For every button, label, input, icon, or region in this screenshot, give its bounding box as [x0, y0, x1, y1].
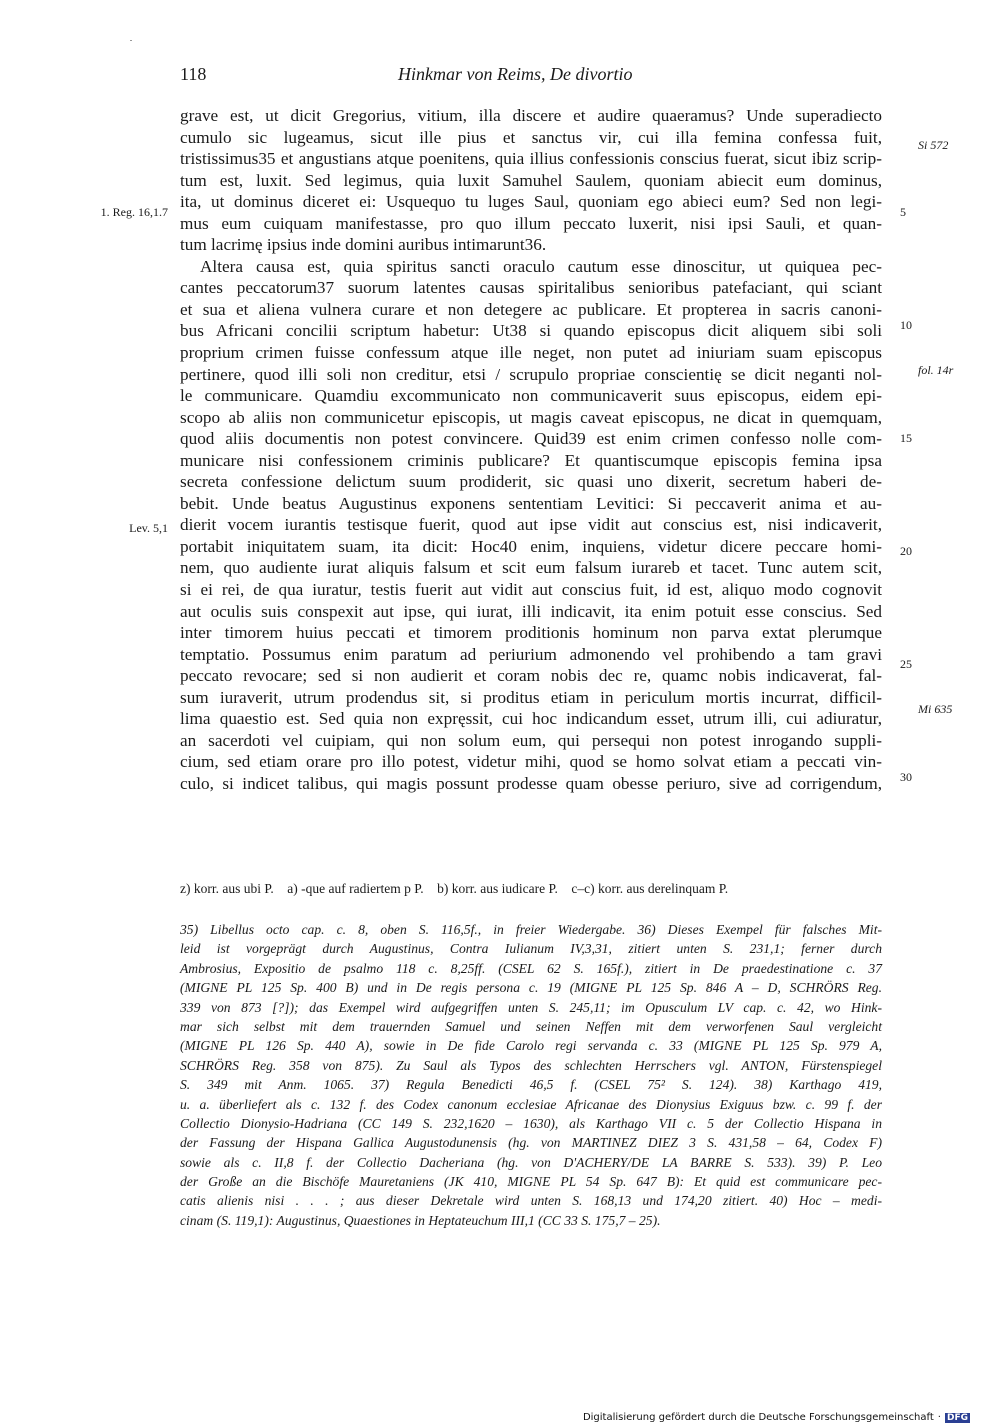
scan-speck: [130, 40, 132, 41]
margin-note-right: fol. 14r: [918, 363, 954, 377]
footnote-line: mar sich selbst mit dem trauernden Samuel und seinen Neffen mit dem verworfenen Saul vergleicht: [180, 1018, 882, 1034]
funding-footer: [583, 1412, 970, 1423]
footnote-line: (MIGNE PL 125 Sp. 400 B) und in De regis persona c. 19 (MIGNE PL 125 Sp. 846 A – D, SCHRÖRS Reg.: [180, 980, 882, 996]
footnote-line: der Fassung der Hispana Gallica Augustodunensis (hg. von MARTINEZ DIEZ 3 S. 431,58 – 64, Codex F): [180, 1135, 882, 1151]
text-line: lima quaestio est. Sed quia non expręssit, cui hoc indicandum esset, utrum illi, cui adiuratur,: [180, 709, 882, 729]
footnote-line: sowie als c. II,8 f. der Collectio Dacheriana (hg. von D'ACHERY/DE LA BARRE S. 533). 39) P. Leo: [180, 1154, 882, 1170]
text-line: scopo ab aliis non communicetur episcopis, ut magis caveat episcopus, ne dicat in quemquam,: [180, 407, 882, 427]
footnote-line: leid ist vorgeprägt durch Augustinus, Contra Iulianum IV,3,31, zitiert unten S. 231,1; ferner durch: [180, 941, 882, 957]
margin-note-left: 1. Reg. 16,1.7: [100, 205, 168, 219]
text-line: aut oculis suis conspexit aut ipse, qui iurat, illi indicavit, ita enim potuit esse conscius. Sed: [180, 601, 882, 621]
text-line: municare nisi confessionem criminis publicare? Et quantiscumque episcopis femina ipsa: [180, 450, 882, 470]
line-number: 15: [900, 431, 912, 445]
margin-note-right: Si 572: [918, 138, 949, 152]
text-line: mus eum cuiquam manifestasse, pro quo illum peccato luxerit, nisi ipsi Sauli, et quan-: [180, 213, 882, 233]
margin-note-left: Lev. 5,1: [129, 521, 168, 535]
line-number: 25: [900, 657, 912, 671]
critical-apparatus: [180, 879, 882, 899]
text-line: si ei rei, de qua iuratur, testis fuerit aut vidit aut conscius fuit, id est, aliquo modo cognovit: [180, 580, 882, 600]
footnote-line: Collectio Dionysio-Hadriana (CC 149 S. 232,1620 – 1630), als Karthago VII c. 5 der Collectio Hispana in: [180, 1115, 882, 1131]
text-line: ita, ut dominus diceret ei: Usquequo tu luges Saul, quoniam ego abieci eum? Sed non legi-: [180, 192, 882, 212]
text-line: proprium crimen fuisse confessum atque ille neget, non putet ad iniuriam suam episcopus: [180, 343, 882, 363]
main-text: [180, 105, 882, 795]
line-number: 10: [900, 318, 912, 332]
text-line: peccato revocare; sed si non audierit et coram nobis dec re, quamc nobis indicaverat, fal-: [180, 666, 882, 686]
footnote-line: cinam (S. 119,1): Augustinus, Quaestiones in Heptateuchum III,1 (CC 33 S. 175,7 – 25).: [180, 1212, 661, 1228]
margin-note-right: Mi 635: [918, 702, 953, 716]
apparatus-line: z) korr. aus ubi P. a) -que auf radiertem p P. b) korr. aus iudicare P. c–c) korr. aus derelinquam P.: [180, 881, 729, 896]
text-line: nem, quo audiente iurat aliquis falsum et scit eum falsum iurareb et tacet. Tunc autem scit,: [180, 558, 882, 578]
line-number: 20: [900, 544, 912, 558]
text-line: tum lacrimę ipsius inde domini auribus intimarunt36.: [180, 235, 547, 255]
text-line: cantes peccatorum37 suorum latentes causas spiritalibus senioribus patefaciant, qui sciant: [180, 278, 882, 298]
footnote-line: 35) Libellus octo cap. c. 8, oben S. 116,5f., in freier Wiedergabe. 36) Dieses Exempel für falsches Mit-: [180, 922, 882, 937]
footnote-line: SCHRÖRS Reg. 358 von 875). Zu Saul als Typos des schlechten Herrschers vgl. ANTON, Fürstenspiegel: [180, 1057, 882, 1073]
footnote-line: 339 von 873 [?]); das Exempel wird aufgegriffen unten S. 245,11; im Opusculum LV cap. c. 42, wo Hink-: [180, 999, 882, 1015]
line-number: 5: [900, 205, 906, 219]
text-line: sum iuraverit, utrum prodendus sit, si proditus etiam in periculum mortis incurrat, difficil-: [180, 687, 882, 707]
page-number: 118: [180, 64, 207, 84]
footnote-line: der Große an die Bischöfe Mauretaniens (JK 410, MIGNE PL 54 Sp. 647 B): Et quid est communicare pec-: [180, 1174, 882, 1190]
text-line: pertinere, quod illi soli non creditur, etsi / scrupulo propriae conscientię se dicit neganti nol-: [180, 364, 882, 384]
line-number: 30: [900, 770, 912, 784]
text-line: an sacerdoti vel cuipiam, qui non solum eum, qui persequi non potest inrogando suppli-: [180, 730, 882, 750]
page-header: [180, 64, 880, 90]
text-line: portabit iniquitatem suam, ita dicit: Hoc40 enim, inquiens, videtur dicere peccare homi-: [180, 536, 882, 556]
text-line: secreta confessione delictum suum prodiderit, sic quasi uno dixerit, secretum haberi de-: [180, 472, 882, 492]
text-line: dierit vocem iurantis testisque fuerit, quod aut ipse vidit aut conscius est, nisi indicaverit,: [180, 515, 882, 535]
text-line: cium, sed etiam orare pro illo potest, videtur mihi, quod se homo solvat etiam a peccati vin-: [180, 752, 882, 772]
footnote-line: Ambrosius, Expositio de psalmo 118 c. 8,25ff. (CSEL 62 S. 165f.), zitiert in De praedestinatione c. 37: [180, 960, 882, 976]
text-line: quod aliis documentis non potest convincere. Quid39 est enim crimen confesso nolle com-: [180, 429, 882, 449]
text-line: cumulo sic lugeamus, sicut ille pius et sanctus vir, cui illa femina confessa fuit,: [180, 127, 882, 147]
text-line: bebit. Unde beatus Augustinus exponens sententiam Levitici: Si peccaverit anima et au-: [180, 493, 882, 513]
text-line: grave est, ut dicit Gregorius, vitium, illa discere et audire quaeramus? Unde superadiecto: [180, 106, 882, 125]
footnote-line: catis alienis nisi . . . ; aus dieser Dekretale wird unten S. 168,13 und 174,20 zitiert. 40) Hoc – medi-: [180, 1193, 882, 1209]
footer-text: Digitalisierung gefördert durch die Deutsche Forschungsgemeinschaft: [582, 1412, 934, 1423]
text-line: temptatio. Possumus enim paratum ad periurium admonendo vel prohibendo a tam gravi: [180, 644, 882, 664]
dfg-logo-icon: DFG: [946, 1412, 968, 1423]
text-line: tum est, luxit. Sed legimus, quia luxit Samuhel Saulem, quoniam abiecit eum dominus,: [180, 170, 882, 190]
text-line: et sua et aliena vulnera curare et non detegere ac publicare. Et propterea in sacris canoni-: [180, 299, 882, 319]
footnotes: [180, 920, 882, 1230]
text-line: tristissimus35 et angustians atque poenitens, quia illius confessionis conscius fuerat, sicut ibiz scrip-: [180, 149, 882, 169]
text-line: bus Africani concilii scriptum habetur: Ut38 si quando episcopus dicit aliquem sibi soli: [180, 321, 882, 341]
running-title: Hinkmar von Reims, De divortio: [398, 64, 633, 84]
footnote-line: u. a. überliefert als c. 132 f. des Codex canonum ecclesiae Africanae des Dionysius Exiguus bzw. c. 99 f. der: [180, 1096, 882, 1112]
footnote-line: S. 349 mit Anm. 1065. 37) Regula Benedicti 46,5 f. (CSEL 75² S. 124). 38) Karthago 419,: [180, 1077, 882, 1093]
text-line: inter timorem huius peccati et timorem proditionis hominum non parva extat plerumque: [180, 623, 882, 643]
text-line: le communicare. Quamdiu excommunicato non communicaverit suus episcopus, eidem epi-: [180, 386, 882, 406]
text-line: Altera causa est, quia spiritus sancti oraculo cautum esse dinoscitur, ut quiquea pec-: [200, 256, 882, 276]
text-line: culo, si indicet talibus, qui magis possunt prodesse quam obesse periuro, sive ad corrigendum,: [180, 773, 882, 793]
footnote-line: (MIGNE PL 126 Sp. 440 A), sowie in De fide Carolo regi servanda c. 33 (MIGNE PL 125 Sp. 979 A,: [180, 1038, 882, 1054]
footer-dot: ·: [937, 1412, 941, 1423]
